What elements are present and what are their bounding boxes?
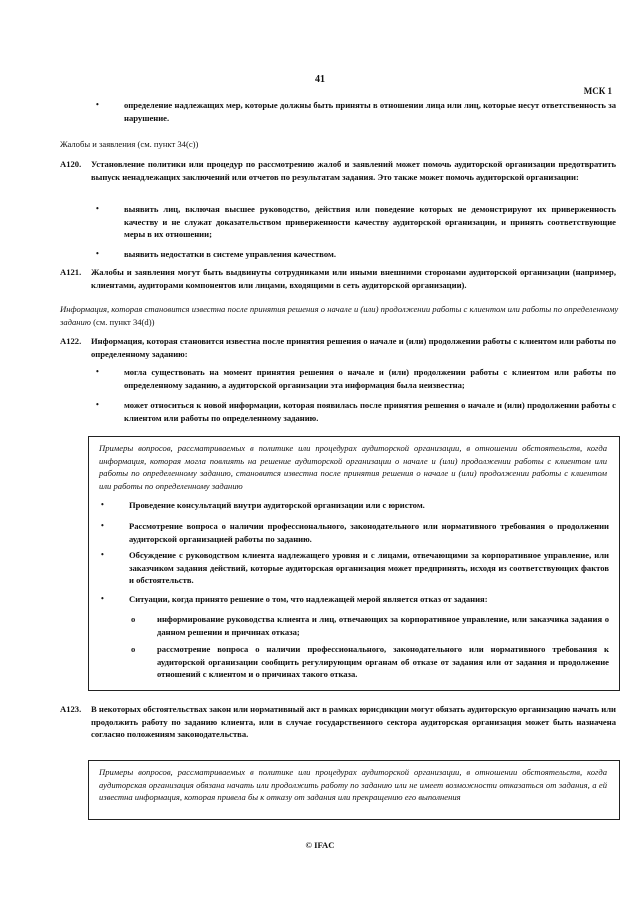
bullet-marker: •	[101, 594, 104, 603]
sub-bullet-marker: o	[131, 614, 136, 624]
box1-sub-bullet-1: информирование руководства клиента и лиц, отвечающих за корпоративное управление, или заказчика задания о данном решении и причинах отказа;	[157, 614, 609, 637]
paragraph-a121-text: Жалобы и заявления могут быть выдвинуты сотрудниками или иными внешними сторонами аудиторской организации (например, клиентами, аудиторами компонентов или лицами, входящими в сеть аудиторской организации).	[91, 267, 616, 290]
a120-bullet-2: выявить недостатки в системе управления качеством.	[124, 249, 336, 259]
paragraph-number-a121: A121.	[60, 267, 82, 277]
box1-bullet-4: Ситуации, когда принято решение о том, что надлежащей мерой является отказ от задания:	[129, 594, 488, 604]
top-bullet-text: определение надлежащих мер, которые должны быть приняты в отношении лица или лиц, которые несут ответственность за нарушение.	[124, 100, 616, 123]
examples-box-2-intro: Примеры вопросов, рассматриваемых в политике или процедурах аудиторской организации, в отношении обстоятельств, когда аудиторская организация обязана начать или продолжить работу по заданию или не имеет возможности отказаться от задания, а ей известна информация, которая привела бы к отказу от задания или прекращению его выполнения	[99, 767, 607, 802]
a122-bullet-1: могла существовать на момент принятия решения о начале и (или) продолжении работы с клиентом или работы по определенному заданию, а аудиторской организации эта информация была неизвестна;	[124, 367, 616, 390]
bullet-marker: •	[96, 204, 99, 213]
page-number: 41	[315, 74, 325, 85]
paragraph-number-a120: A120.	[60, 159, 82, 169]
box1-bullet-1: Проведение консультаций внутри аудиторской организации или с юристом.	[129, 500, 425, 510]
section-heading-information-ref: (см. пункт 34(d))	[93, 316, 155, 327]
examples-box-2	[88, 760, 620, 820]
paragraph-number-a122: A122.	[60, 336, 82, 346]
section-heading-information-italic: Информация, которая становится известна после принятия решения о начале и (или) продолжении работы с клиентом или работы по определенному заданию	[60, 304, 619, 327]
sub-bullet-marker: o	[131, 644, 136, 654]
box1-sub-bullet-2: рассмотрение вопроса о наличии профессионального, законодательного или нормативного требования к аудиторской организации сообщить регулирующим органам об отказе от задания или от задания и продолжение отношений с клиентом и о причинах такого отказа.	[157, 644, 609, 679]
bullet-marker: •	[96, 367, 99, 376]
bullet-marker: •	[96, 400, 99, 409]
examples-box-1	[88, 436, 620, 691]
bullet-marker: •	[101, 521, 104, 530]
a120-bullet-1: выявить лиц, включая высшее руководство, действия или поведение которых не демонстрируют их приверженность качеству и не служат доказательством приверженности качеству аудиторской организации, и принять соответствующие меры в их отношении;	[124, 204, 616, 239]
bullet-marker: •	[96, 249, 99, 258]
box1-bullet-2: Рассмотрение вопроса о наличии профессионального, законодательного или нормативного требования о продолжении аудиторской организацией работы по заданию.	[129, 521, 609, 544]
a122-bullet-2: может относиться к новой информации, которая появилась после принятия решения о начале и (или) продолжении работы с клиентом или работы по определенному заданию.	[124, 400, 616, 423]
document-code: МСК 1	[583, 86, 612, 96]
paragraph-a120-text: Установление политики или процедур по рассмотрению жалоб и заявлений может помочь аудиторской организации предотвратить выпуск ненадлежащих заключений или отчетов по результатам задания. Это также может помочь аудиторской организации:	[91, 159, 616, 182]
paragraph-a122-text: Информация, которая становится известна после принятия решения о начале и (или) продолжении работы с клиентом или работы по определенному заданию:	[91, 336, 616, 359]
box1-bullet-3: Обсуждение с руководством клиента надлежащего уровня и с лицами, отвечающими за корпоративное управление, или заказчиком задания действий, которые аудиторская организация может предпринять, исходя из соответствующих фактов и обстоятельств.	[129, 550, 609, 585]
paragraph-number-a123: A123.	[60, 704, 82, 714]
bullet-marker: •	[101, 550, 104, 559]
paragraph-a123-text: В некоторых обстоятельствах закон или нормативный акт в рамках юрисдикции могут обязать аудиторскую организацию начать или продолжить работу по заданию клиента, или в случае государственного сектора аудиторская организация может быть назначена согласно положениям законодательства.	[91, 704, 616, 739]
section-heading-information	[60, 303, 620, 328]
section-heading-complaints: Жалобы и заявления (см. пункт 34(c))	[60, 139, 199, 149]
bullet-marker: •	[96, 100, 99, 109]
bullet-marker: •	[101, 500, 104, 509]
footer-copyright: © IFAC	[305, 840, 335, 850]
examples-box-1-intro: Примеры вопросов, рассматриваемых в политике или процедурах аудиторской организации, в отношении обстоятельств, когда информация, которая могла повлиять на решение аудиторской организации о начале и (или) продолжении работы с клиентом или работы по определенному заданию, становится известна после принятия решения о начале и (или) продолжении работы с клиентом или работы по определенному заданию	[99, 443, 607, 491]
